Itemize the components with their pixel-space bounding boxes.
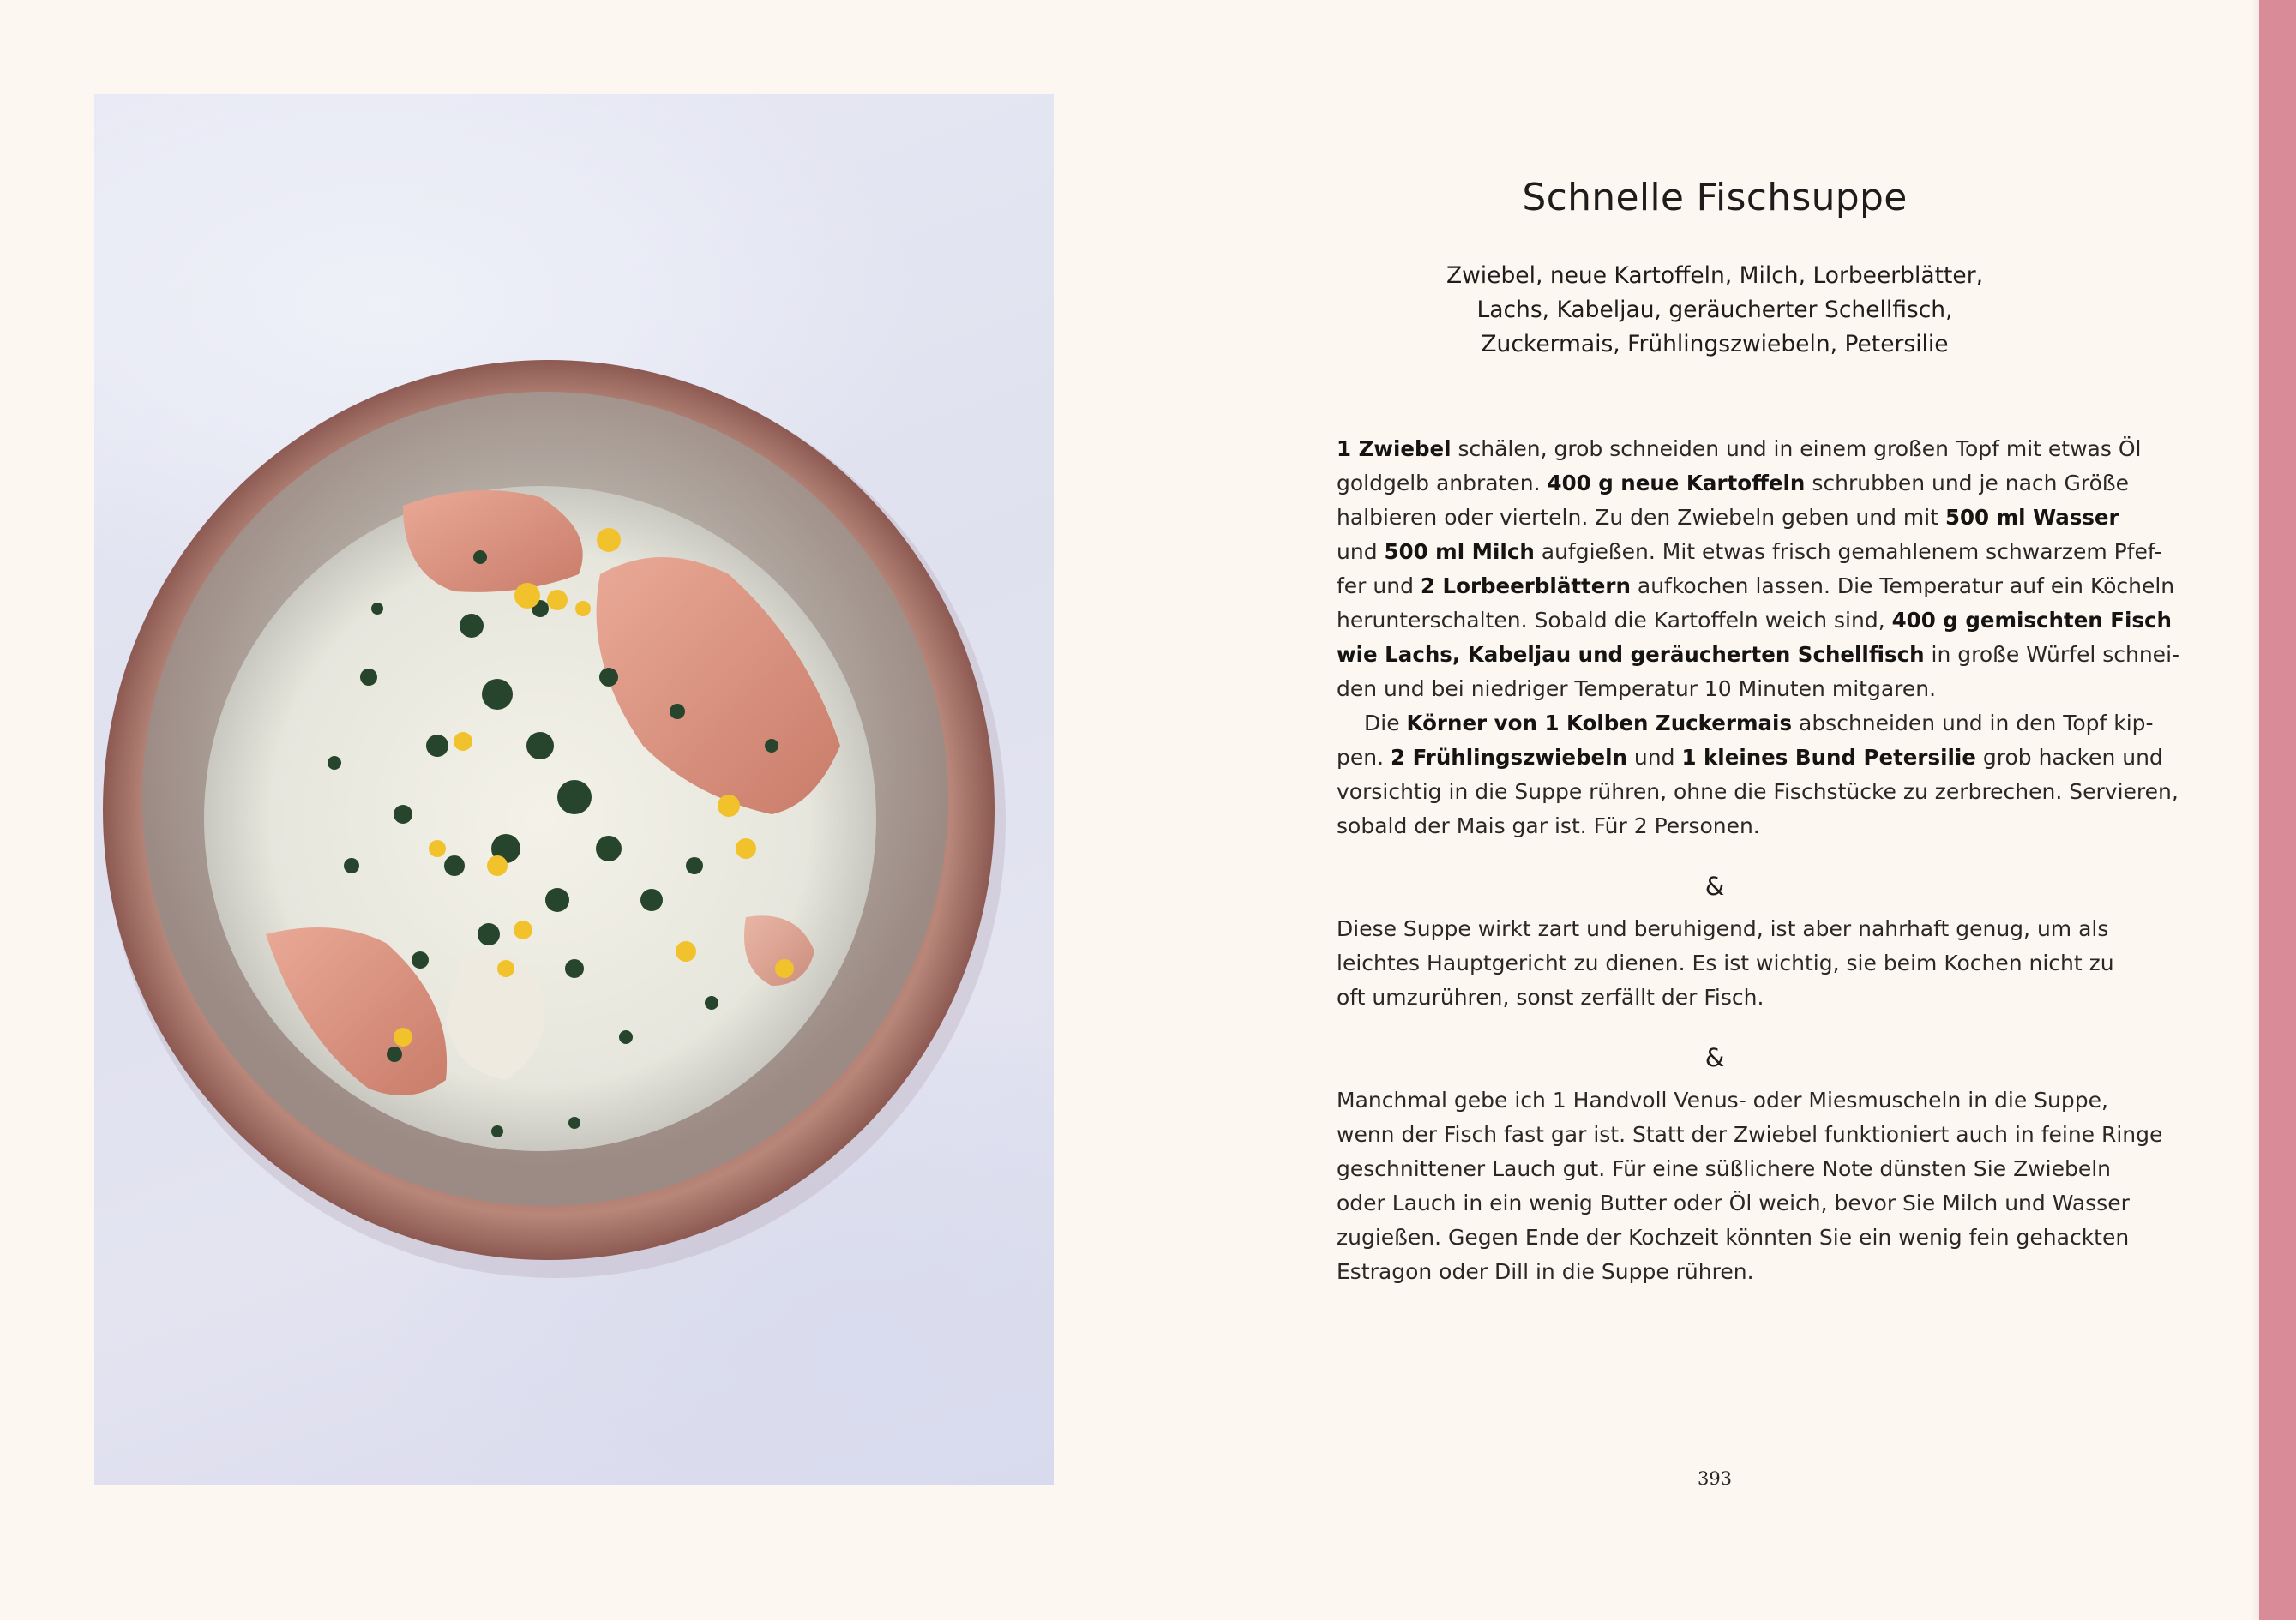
method-line: fer und 2 Lorbeerblättern aufkochen lassen. Die Temperatur auf ein Köcheln	[1337, 573, 2175, 598]
recipe-note-2	[1337, 1083, 2163, 1289]
recipe-title: Schnelle Fischsuppe	[1522, 176, 1908, 219]
method-line: pen. 2 Frühlingszwiebeln und 1 kleines Bund Petersilie grob hacken und	[1337, 745, 2163, 770]
note-line: leichtes Hauptgericht zu dienen. Es ist wichtig, sie beim Kochen nicht zu	[1337, 951, 2114, 975]
soup-bowl-illustration	[94, 94, 1054, 1485]
method-line: Die Körner von 1 Kolben Zuckermais abschneiden und in den Topf kip-	[1364, 711, 2154, 735]
fish-soup-photo	[94, 94, 1054, 1485]
note-line: wenn der Fisch fast gar ist. Statt der Zwiebel funktioniert auch in feine Ringe	[1337, 1122, 2163, 1147]
ingredient-summary	[1337, 259, 2092, 362]
method-line: 1 Zwiebel schälen, grob schneiden und in einem großen Topf mit etwas Öl	[1337, 436, 2142, 461]
note-line: oft umzurühren, sonst zerfällt der Fisch.	[1337, 985, 1764, 1010]
method-line: vorsichtig in die Suppe rühren, ohne die Fischstücke zu zerbrechen. Servieren,	[1337, 779, 2179, 804]
section-separator: &	[1704, 1043, 1725, 1072]
recipe-note-1	[1337, 912, 2114, 1015]
method-line: wie Lachs, Kabeljau und geräucherten Schellfisch in große Würfel schnei-	[1337, 642, 2180, 667]
method-line: sobald der Mais gar ist. Für 2 Personen.	[1337, 813, 1760, 838]
method-line: den und bei niedriger Temperatur 10 Minuten mitgaren.	[1337, 676, 1937, 701]
soup-surface	[204, 486, 876, 1151]
ingredient-line: Zuckermais, Frühlingszwiebeln, Petersilie	[1481, 331, 1949, 357]
note-line: zugießen. Gegen Ende der Kochzeit könnten Sie ein wenig fein gehackten	[1337, 1225, 2130, 1250]
method-line: halbieren oder vierteln. Zu den Zwiebeln geben und mit 500 ml Wasser	[1337, 505, 2119, 530]
note-line: Diese Suppe wirkt zart und beruhigend, ist aber nahrhaft genug, um als	[1337, 916, 2109, 941]
note-line: Estragon oder Dill in die Suppe rühren.	[1337, 1259, 1754, 1284]
method-line: herunterschalten. Sobald die Kartoffeln weich sind, 400 g gemischten Fisch	[1337, 608, 2172, 633]
recipe-method	[1337, 432, 2180, 843]
method-line: goldgelb anbraten. 400 g neue Kartoffeln schrubben und je nach Größe	[1337, 471, 2129, 495]
note-line: oder Lauch in ein wenig Butter oder Öl weich, bevor Sie Milch und Wasser	[1337, 1191, 2130, 1215]
ingredient-line: Zwiebel, neue Kartoffeln, Milch, Lorbeerblätter,	[1446, 262, 1984, 289]
note-line: Manchmal gebe ich 1 Handvoll Venus- oder Miesmuscheln in die Suppe,	[1337, 1088, 2108, 1113]
ingredient-line: Lachs, Kabeljau, geräucherter Schellfisch,	[1476, 297, 1953, 323]
page-number: 393	[1697, 1468, 1733, 1489]
section-separator: &	[1704, 872, 1725, 901]
method-line: und 500 ml Milch aufgießen. Mit etwas frisch gemahlenem schwarzem Pfef-	[1337, 539, 2162, 564]
note-line: geschnittener Lauch gut. Für eine süßlichere Note dünsten Sie Zwiebeln	[1337, 1156, 2112, 1181]
page-edge-tab	[2259, 0, 2296, 1620]
